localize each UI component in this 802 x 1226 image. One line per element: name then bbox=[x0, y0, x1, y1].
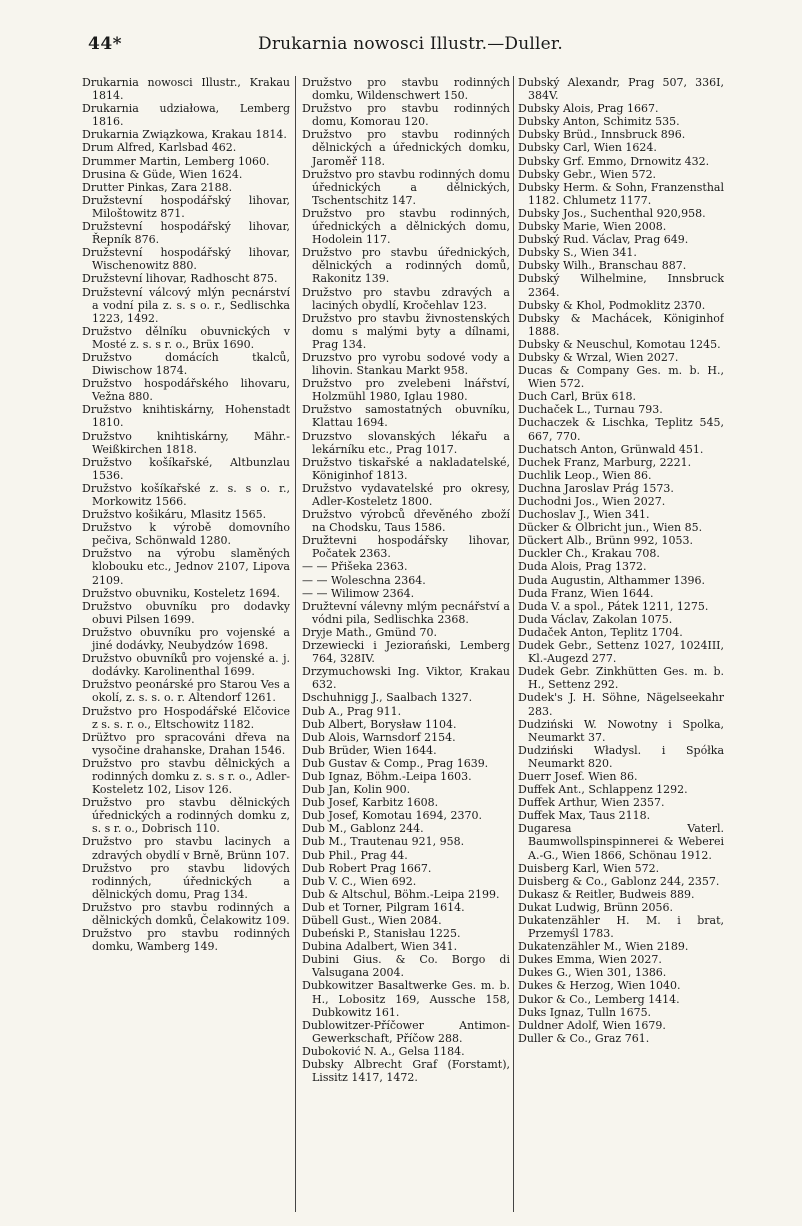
directory-entry: Dub Brüder, Wien 1644. bbox=[302, 743, 437, 757]
directory-entry: Družstvo košikáru, Mlasitz 1565. bbox=[82, 508, 267, 522]
directory-entry: Dubkowitzer Basaltwerke Ges. m. b. H., Lobositz 169, Aussche 158, Dubkowitz 161. bbox=[302, 979, 510, 1019]
directory-entry: Dukasz & Reitler, Budweis 889. bbox=[518, 887, 695, 901]
directory-entry: Dubini Gius. & Co. Borgo di Valsugana 2004. bbox=[302, 953, 510, 980]
directory-entry: Duchlik Leop., Wien 86. bbox=[518, 468, 652, 482]
directory-entry: Drukarnia Związkowa, Krakau 1814. bbox=[82, 128, 287, 142]
directory-entry: Dub Ignaz, Böhm.-Leipa 1603. bbox=[302, 769, 472, 783]
directory-entry: Družstvo obuvníku pro dodavky obuvi Pilsen 1699. bbox=[82, 599, 290, 626]
directory-entry: Družstvo pro stavbu rodinných, úřednických a dělnických domu, Hodolein 117. bbox=[302, 206, 510, 247]
directory-entry: Dub M., Trautenau 921, 958. bbox=[302, 835, 465, 849]
directory-entry: Dubsky & Neuschul, Komotau 1245. bbox=[518, 337, 721, 351]
directory-entry: Dubsky Anton, Schimitz 535. bbox=[518, 115, 680, 129]
directory-entry: Dubsky Wilh., Branschau 887. bbox=[518, 259, 687, 273]
directory-entry: Drummer Martin, Lemberg 1060. bbox=[82, 154, 270, 168]
directory-entry: — — Přišeka 2363. bbox=[302, 560, 408, 574]
directory-entry: Druzstvo slovanských lékařu a lekárníku etc., Prag 1017. bbox=[302, 429, 510, 456]
directory-entry: Dubsky Brüd., Innsbruck 896. bbox=[518, 128, 686, 142]
directory-entry: Dubeński P., Stanisłau 1225. bbox=[302, 927, 461, 941]
directory-entry: Dubský Wilhelmine, Innsbruck 2364. bbox=[518, 272, 724, 299]
directory-entry: Dukat Ludwig, Brünn 2056. bbox=[518, 900, 674, 914]
directory-entry: Družstvo pro stavbu úřednických, dělnických a rodinných domů, Rakonitz 139. bbox=[302, 246, 510, 286]
column-middle bbox=[302, 76, 510, 1212]
directory-entry: Duchodni Jos., Wien 2027. bbox=[518, 495, 666, 508]
directory-entry: Dub V. C., Wien 692. bbox=[302, 874, 417, 888]
directory-entry: Družstvo domácích tkalců, Diwischow 1874. bbox=[82, 350, 290, 378]
directory-entry: Duchoslav J., Wien 341. bbox=[518, 508, 650, 522]
directory-entry: Dubský Alexandr, Prag 507, 336I, 384V. bbox=[518, 76, 724, 103]
directory-entry: Dub Gustav & Comp., Prag 1639. bbox=[302, 756, 489, 770]
column-right bbox=[518, 76, 724, 1212]
column-divider bbox=[513, 76, 514, 1212]
directory-entry: Drukarnia udziałowa, Lemberg 1816. bbox=[82, 102, 290, 129]
directory-entry: Družstevní hospodářský lihovar, Řepník 876. bbox=[82, 220, 290, 247]
directory-entry: Dub Phil., Prag 44. bbox=[302, 848, 408, 862]
directory-entry: Dub & Altschul, Böhm.-Leipa 2199. bbox=[302, 887, 500, 901]
directory-entry: Duisberg & Co., Gablonz 244, 2357. bbox=[518, 874, 720, 888]
directory-entry: Družstvo tiskařské a nakladatelské, Königinhof 1813. bbox=[302, 455, 510, 482]
directory-entry: Družstvo obuvníku pro vojenské a jiné dodávky, Neubydzów 1698. bbox=[82, 625, 290, 653]
directory-entry: Dudek Gebr. Zinkhütten Ges. m. b. H., Settenz 292. bbox=[518, 665, 724, 692]
directory-entry: Družstvo pro stavbu rodinných a dělnických domků, Čelakowitz 109. bbox=[82, 900, 290, 927]
directory-entry: Družstvo košíkařské, Altbunzlau 1536. bbox=[82, 455, 290, 482]
directory-entry: Duda Václav, Zakolan 1075. bbox=[518, 612, 673, 626]
directory-entry: Družstevní hospodářský lihovar, Wischenowitz 880. bbox=[82, 246, 290, 273]
column-left bbox=[82, 76, 290, 1212]
directory-entry: Dub M., Gablonz 244. bbox=[302, 822, 424, 836]
directory-entry: Dubský Rud. Václav, Prag 649. bbox=[518, 233, 689, 247]
directory-entry: Duch Carl, Brüx 618. bbox=[518, 390, 637, 404]
directory-entry: Duchaczek & Lischka, Teplitz 545, 667, 770. bbox=[518, 416, 724, 443]
directory-entry: Drzewiecki i Jeziorański, Lemberg 764, 328IV. bbox=[302, 639, 510, 666]
directory-entry: Dub Josef, Komotau 1694, 2370. bbox=[302, 809, 482, 823]
directory-entry: Družstvo pro stavbu rodinných domu úřednických a dělnických, Tschentschitz 147. bbox=[302, 167, 510, 207]
directory-entry: Dubsky Grf. Emmo, Drnowitz 432. bbox=[518, 154, 710, 168]
directory-entry: Duerr Josef. Wien 86. bbox=[518, 769, 638, 783]
directory-entry: Dukes & Herzog, Wien 1040. bbox=[518, 979, 681, 993]
directory-entry: Družstvo pro stavbu rodinných domku, Wamberg 149. bbox=[82, 927, 290, 954]
directory-entry: Družstvo pro stavbu rodinných domku, Wildenschwert 150. bbox=[302, 76, 510, 103]
directory-entry: Dückert Alb., Brünn 992, 1053. bbox=[518, 534, 693, 548]
directory-entry: Družstvo peonárské pro Starou Ves a okolí, z. s. s. o. r. Altendorf 1261. bbox=[82, 678, 290, 705]
directory-entry: Družstvo k výrobě domovního pečiva, Schönwald 1280. bbox=[82, 521, 290, 548]
directory-entry: Duisberg Karl, Wien 572. bbox=[518, 861, 660, 875]
directory-entry: Duchaček L., Turnau 793. bbox=[518, 403, 663, 417]
directory-entry: Dübell Gust., Wien 2084. bbox=[302, 914, 442, 927]
directory-entry: Druzstvo pro vyrobu sodové vody a lihovin. Stankau Markt 958. bbox=[302, 350, 510, 378]
directory-entry: Dubina Adalbert, Wien 341. bbox=[302, 940, 458, 954]
directory-entry: Dudziński W. Nowotny i Spolka, Neumarkt 37. bbox=[518, 717, 724, 744]
directory-entry: Duchatsch Anton, Grünwald 451. bbox=[518, 442, 704, 456]
directory-entry: Dudaček Anton, Teplitz 1704. bbox=[518, 625, 683, 639]
directory-entry: Družstvo vydavatelské pro okresy, Adler-Kosteletz 1800. bbox=[302, 481, 510, 508]
directory-entry: Družstvo dělníku obuvnických v Mosté z. s. s r. o., Brüx 1690. bbox=[82, 324, 290, 351]
directory-entry: Družstvo knihtiskárny, Hohenstadt 1810. bbox=[82, 403, 290, 430]
directory-entry: Družstvo pro Hospodářské Elčovice z s. s. r. o., Eltschowitz 1182. bbox=[82, 704, 290, 731]
directory-entry: Dublowitzer-Příčower Antimon-Gewerkschaft, Příčow 288. bbox=[302, 1018, 510, 1045]
directory-entry: Dubsky Carl, Wien 1624. bbox=[518, 141, 657, 155]
directory-entry: Dukes G., Wien 301, 1386. bbox=[518, 966, 667, 980]
directory-entry: Duda Franz, Wien 1644. bbox=[518, 586, 654, 600]
directory-entry: Družstvo výrobců dřevěného zboží na Chodsku, Taus 1586. bbox=[302, 508, 510, 535]
directory-entry: Duckler Ch., Krakau 708. bbox=[518, 547, 660, 561]
directory-entry: Družstvo hospodářského lihovaru, Vežna 880. bbox=[82, 377, 290, 404]
directory-entry: Dub Albert, Borysław 1104. bbox=[302, 717, 457, 731]
directory-entry: Družstvo pro stavbu rodinných domu, Komorau 120. bbox=[302, 102, 510, 129]
directory-entry: Družstvo pro stavbu lacinych a zdravých obydlí v Brně, Brünn 107. bbox=[82, 835, 290, 862]
directory-entry: Dubsky Gebr., Wien 572. bbox=[518, 167, 657, 181]
directory-entry: Duks Ignaz, Tulln 1675. bbox=[518, 1005, 652, 1019]
directory-entry: Duchek Franz, Marburg, 2221. bbox=[518, 455, 692, 469]
directory-entry: Duffek Max, Taus 2118. bbox=[518, 809, 651, 823]
directory-entry: Duldner Adolf, Wien 1679. bbox=[518, 1018, 666, 1032]
directory-entry: — — Wilimow 2364. bbox=[302, 586, 415, 600]
directory-entry: Družstvo obuvníků pro vojenské a. j. dodávky. Karolinenthal 1699. bbox=[82, 652, 290, 679]
directory-entry: Drutter Pinkas, Zara 2188. bbox=[82, 180, 233, 194]
page-header bbox=[0, 30, 802, 60]
column-divider bbox=[295, 76, 296, 1212]
directory-entry: Dubsky Marie, Wien 2008. bbox=[518, 220, 667, 234]
directory-entry: Dryje Math., Gmünd 70. bbox=[302, 625, 437, 639]
directory-entry: Duller & Co., Graz 761. bbox=[518, 1031, 650, 1045]
directory-entry: Družstvo pro zvelebeni lnářství, Holzmühl 1980, Iglau 1980. bbox=[302, 377, 510, 404]
directory-entry: Družstvo pro stavbu zdravých a laciných obydlí, Kročehlav 123. bbox=[302, 285, 510, 312]
directory-entry: Dubsky & Wrzal, Wien 2027. bbox=[518, 350, 679, 364]
directory-entry: Duda Augustin, Althammer 1396. bbox=[518, 573, 705, 587]
directory-entry: Družstvo košíkařské z. s. s o. r., Morkowitz 1566. bbox=[82, 481, 290, 508]
directory-entry: Dubsky S., Wien 341. bbox=[518, 246, 637, 260]
directory-entry: Drukarnia nowosci Illustr., Krakau 1814. bbox=[82, 76, 290, 103]
directory-entry: Družstvo samostatných obuvníku, Klattau 1694. bbox=[302, 403, 510, 430]
directory-entry: Dubsky Herm. & Sohn, Franzensthal 1182. Chlumetz 1177. bbox=[518, 180, 724, 207]
directory-entry: Družstvo na výrobu slaměných klobouku etc., Jednov 2107, Lipova 2109. bbox=[82, 547, 290, 587]
directory-entry: Dubsky Albrecht Graf (Forstamt), Lissitz 1417, 1472. bbox=[302, 1058, 510, 1085]
directory-entry: Družstvo pro stavbu živnostenských domu s malými byty a dílnami, Prag 134. bbox=[302, 311, 510, 351]
directory-entry: Duboković N. A., Gelsa 1184. bbox=[302, 1044, 465, 1058]
directory-entry: Dukor & Co., Lemberg 1414. bbox=[518, 992, 680, 1006]
directory-entry: Dukatenzähler M., Wien 2189. bbox=[518, 940, 689, 954]
directory-entry: Družstvo pro stavbu lidových rodinných, úřednických a dělnických domu, Prag 134. bbox=[82, 861, 290, 901]
directory-entry: Dudek's J. H. Söhne, Nägelseekahr 283. bbox=[518, 691, 724, 718]
directory-entry: Družstevní lihovar, Radhoscht 875. bbox=[82, 272, 278, 286]
running-head: Drukarnia nowosci Illustr.—Duller. bbox=[258, 34, 563, 54]
directory-entry: Družstevní hospodářský lihovar, Miloštowitz 871. bbox=[82, 193, 290, 220]
directory-entry: Dub Robert Prag 1667. bbox=[302, 861, 432, 875]
directory-entry: Družstvo pro stavbu rodinných dělnických a úřednických domku, Jaroměř 118. bbox=[302, 128, 510, 168]
directory-entry: Družstvo pro stavbu dělnických a rodinných domku z. s. s r. o., Adler-Kosteletz 102, Lisov 126. bbox=[82, 756, 290, 797]
directory-entry: Dub Jan, Kolin 900. bbox=[302, 783, 411, 797]
directory-entry: Dücker & Olbricht jun., Wien 85. bbox=[518, 521, 703, 535]
directory-entry: Drum Alfred, Karlsbad 462. bbox=[82, 141, 237, 155]
page-number: 44* bbox=[88, 34, 123, 54]
directory-entry: Družstevní válcový mlýn pecnárství a vodní pila z. s. s o. r., Sedlischka 1223, 1492. bbox=[82, 285, 290, 325]
directory-entry: Dub et Torner, Pilgram 1614. bbox=[302, 900, 465, 914]
directory-entry: Drzymuchowski Ing. Viktor, Krakau 632. bbox=[302, 665, 510, 692]
directory-entry: Dub Alois, Warnsdorf 2154. bbox=[302, 730, 456, 744]
directory-entry: Drusina & Güde, Wien 1624. bbox=[82, 167, 243, 181]
directory-entry: Dukatenzähler H. M. i brat, Przemyśl 1783. bbox=[518, 914, 724, 941]
directory-entry: — — Woleschna 2364. bbox=[302, 573, 426, 587]
directory-entry: Ducas & Company Ges. m. b. H., Wien 572. bbox=[518, 364, 724, 391]
directory-entry: Dukes Emma, Wien 2027. bbox=[518, 953, 662, 967]
directory-entry: Duda Alois, Prag 1372. bbox=[518, 560, 647, 574]
directory-entry: Družtevni hospodářsky lihovar, Počatek 2363. bbox=[302, 534, 510, 561]
directory-entry: Dubsky Alois, Prag 1667. bbox=[518, 102, 659, 116]
directory-entry: Družtevní válevny mlým pecnářství a vódni pila, Sedlischka 2368. bbox=[302, 599, 510, 626]
directory-entry: Dubsky & Machácek, Königinhof 1888. bbox=[518, 311, 724, 338]
directory-entry: Družstvo pro stavbu dělnických úřednických a rodinných domku z, s. s r. o., Dobrisch 110. bbox=[82, 796, 290, 836]
directory-entry: Družstvo knihtiskárny, Mähr.-Weißkirchen 1818. bbox=[82, 429, 290, 456]
directory-entry: Dubsky Jos., Suchenthal 920,958. bbox=[518, 206, 706, 220]
directory-entry: Dudziński Władysl. i Spółka Neumarkt 820. bbox=[518, 743, 724, 770]
directory-entry: Duffek Arthur, Wien 2357. bbox=[518, 796, 665, 810]
directory-entry: Duffek Ant., Schlappenz 1292. bbox=[518, 783, 688, 797]
directory-entry: Duda V. a spol., Pátek 1211, 1275. bbox=[518, 599, 709, 613]
directory-entry: Dudek Gebr., Settenz 1027, 1024III, Kl.-Augezd 277. bbox=[518, 639, 724, 666]
directory-entry: Dub A., Prag 911. bbox=[302, 704, 402, 718]
directory-entry: Duchna Jaroslav Prág 1573. bbox=[518, 481, 674, 495]
directory-entry: Družstvo obuvniku, Kosteletz 1694. bbox=[82, 586, 281, 600]
directory-entry: Dugaresa Vaterl. Baumwollspinspinnerei & Weberei A.-G., Wien 1866, Schönau 1912. bbox=[518, 822, 724, 862]
directory-entry: Dubsky & Khol, Podmoklitz 2370. bbox=[518, 298, 706, 312]
directory-entry: Dub Josef, Karbitz 1608. bbox=[302, 796, 439, 810]
directory-entry: Dschuhnigg J., Saalbach 1327. bbox=[302, 691, 473, 705]
directory-columns bbox=[82, 76, 724, 1212]
directory-entry: Drüžtvo pro spracováni dřeva na vysočine drahanske, Drahan 1546. bbox=[82, 730, 290, 757]
